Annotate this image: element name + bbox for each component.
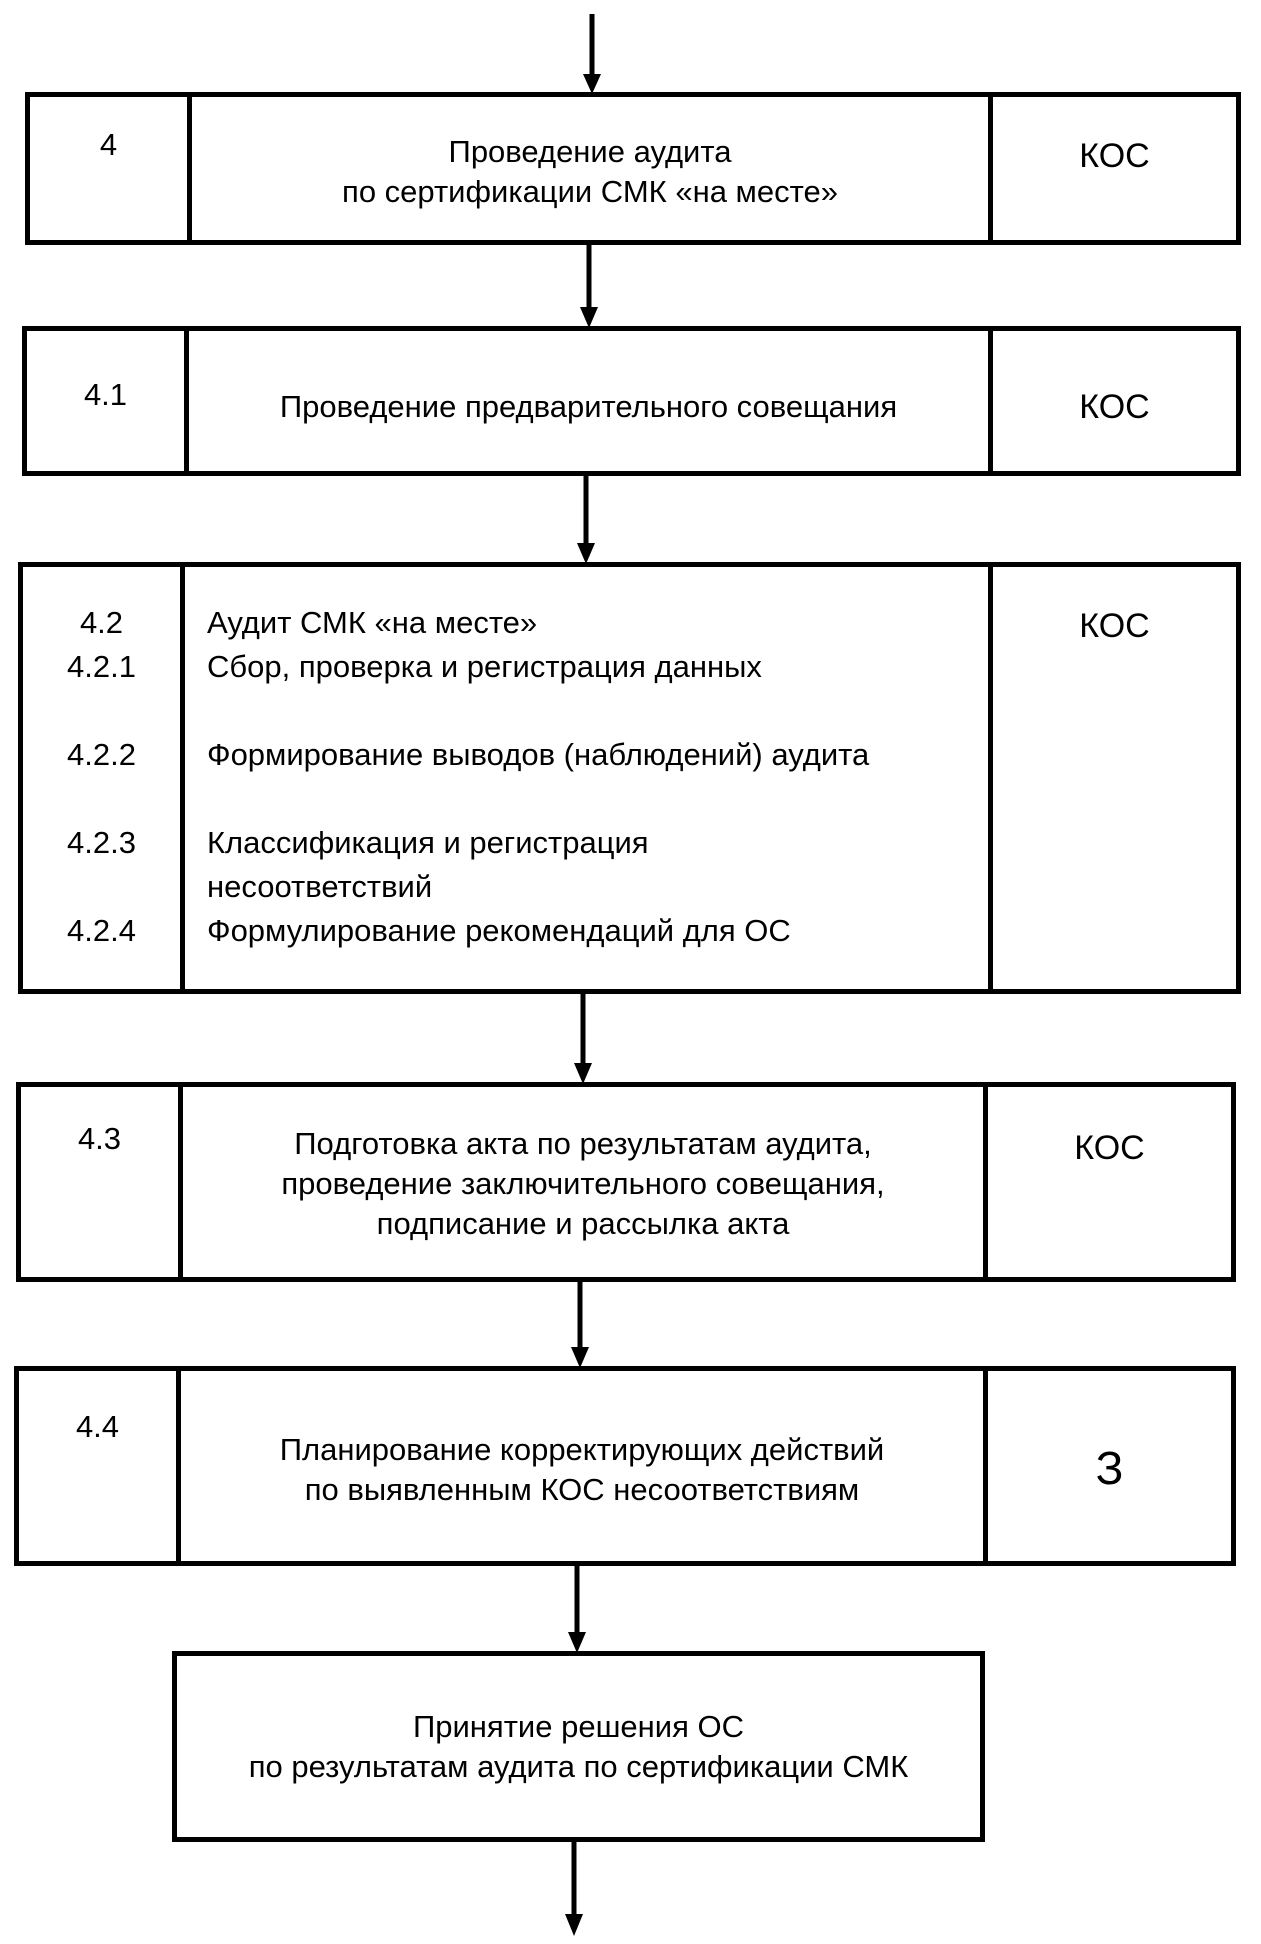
step-text-line: проведение заключительного совещания,: [281, 1166, 885, 1201]
step-text-line: по выявленным КОС несоответствиям: [304, 1472, 860, 1507]
step-number: 4.2: [79, 605, 124, 640]
step-number-spacer: [23, 777, 180, 821]
step-responsible: КОС: [988, 97, 1236, 240]
step-description: [183, 1087, 983, 1277]
arrow-4-2-to-4-3: [574, 994, 592, 1084]
step-number: 4: [30, 97, 192, 240]
step-4-1-box: [22, 326, 1241, 476]
arrow-out-of-final: [565, 1842, 583, 1936]
step-text-line: Планирование корректирующих действий: [279, 1432, 885, 1467]
step-text-line: Аудит СМК «на месте»: [207, 605, 538, 640]
step-description: [192, 97, 988, 240]
step-number-spacer: [23, 689, 180, 733]
step-description: [181, 1371, 983, 1561]
step-description: [189, 331, 988, 471]
arrow-4-to-4-1: [580, 245, 598, 328]
step-number: 4.2.3: [67, 825, 136, 860]
final-text-line: Принятие решения ОС: [412, 1708, 745, 1744]
step-4-2-box: [18, 562, 1241, 994]
step-numbers: [23, 567, 185, 989]
arrow-into-step-4: [583, 14, 601, 94]
step-number-spacer: [23, 865, 180, 909]
step-text-line: Формулирование рекомендаций для ОС: [207, 913, 791, 948]
step-number: 4.1: [27, 331, 189, 471]
final-decision-box: [172, 1651, 985, 1842]
arrow-4-1-to-4-2: [577, 476, 595, 564]
step-text-line: Классификация и регистрация: [207, 825, 649, 860]
step-text-line: Проведение предварительного совещания: [279, 389, 898, 424]
step-text-spacer: [207, 689, 988, 733]
step-text-line: несоответствий: [207, 869, 433, 904]
step-number: 4.2.2: [67, 737, 136, 772]
step-text-line: Проведение аудита: [448, 134, 732, 169]
step-4-box: [25, 92, 1241, 245]
step-text-line: Сбор, проверка и регистрация данных: [207, 649, 762, 684]
step-description: [185, 567, 988, 989]
step-responsible: КОС: [983, 1087, 1231, 1277]
step-number: 4.2.4: [67, 913, 136, 948]
step-responsible: КОС: [988, 567, 1236, 989]
arrow-4-4-to-final: [568, 1566, 586, 1653]
step-responsible: КОС: [988, 331, 1236, 471]
step-number: 4.2.1: [67, 649, 136, 684]
step-responsible: З: [983, 1371, 1231, 1561]
arrow-4-3-to-4-4: [571, 1282, 589, 1368]
step-text-line: подписание и рассылка акта: [376, 1206, 790, 1241]
step-text-spacer: [207, 777, 988, 821]
step-text-line: по сертификации СМК «на месте»: [342, 174, 838, 209]
step-text-line: Подготовка акта по результатам аудита,: [294, 1126, 872, 1161]
final-text-line: по результатам аудита по сертификации СМК: [248, 1748, 909, 1784]
step-number: 4.4: [19, 1371, 181, 1561]
step-text-line: Формирование выводов (наблюдений) аудита: [207, 737, 870, 772]
step-4-4-box: [14, 1366, 1236, 1566]
step-number: 4.3: [21, 1087, 183, 1277]
final-description: [177, 1707, 980, 1787]
step-4-3-box: [16, 1082, 1236, 1282]
